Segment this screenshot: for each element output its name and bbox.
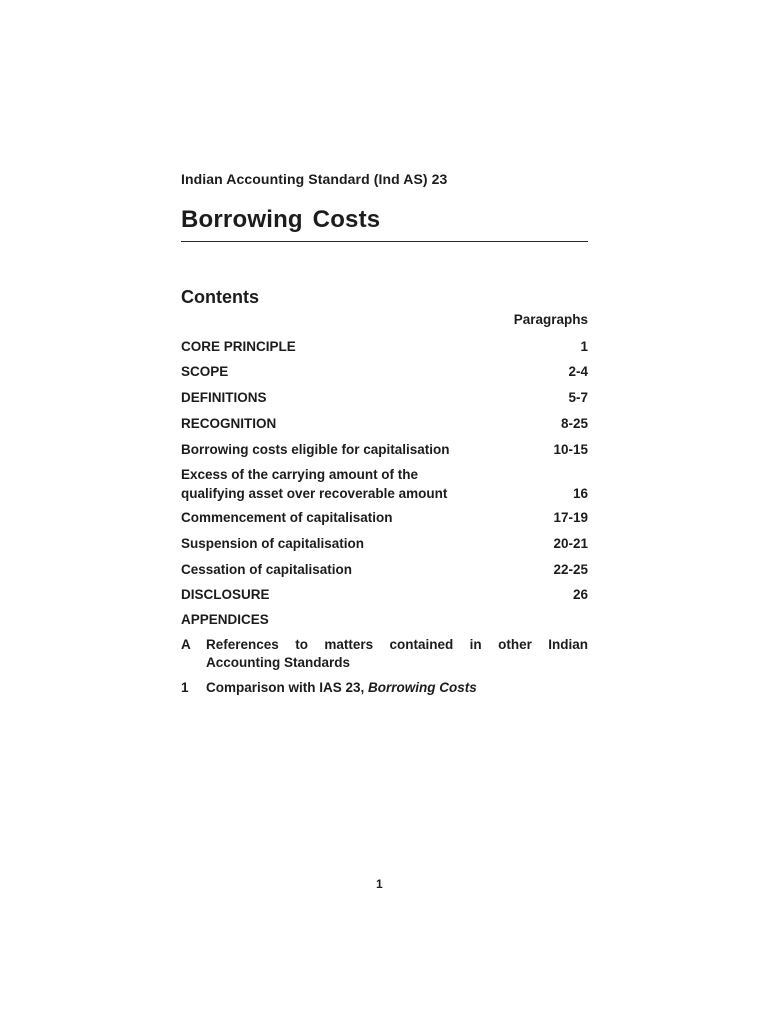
appendix-key: A	[181, 637, 191, 652]
toc-entry-label: Borrowing costs eligible for capitalisation	[181, 442, 450, 457]
toc-entry-paragraphs: 16	[572, 486, 588, 501]
toc-entry-label: RECOGNITION	[181, 416, 277, 431]
toc-entry-paragraphs: 8-25	[560, 416, 588, 431]
toc-entry-label: DISCLOSURE	[181, 587, 270, 602]
appendix-text: Comparison with IAS 23,	[206, 680, 365, 695]
toc-entry-label: DEFINITIONS	[181, 390, 267, 405]
toc-entry-paragraphs: 5-7	[568, 390, 588, 405]
title-rule	[181, 241, 588, 242]
appendices-heading-label: APPENDICES	[181, 612, 269, 627]
appendix-text: References to matters contained in other Indian Accounting Standards	[206, 637, 588, 670]
toc-entry-label: Cessation of capitalisation	[181, 562, 353, 577]
toc-entry-label: Excess of the carrying amount of the qualifying asset over recoverable amount	[181, 467, 448, 501]
toc-entry-paragraphs: 10-15	[553, 442, 588, 457]
standard-name: Indian Accounting Standard (Ind AS) 23	[181, 171, 448, 187]
document-page	[181, 0, 588, 1024]
page-number: 1	[376, 877, 383, 891]
paragraphs-column-header: Paragraphs	[513, 312, 588, 327]
toc-entry-label: SCOPE	[181, 364, 229, 379]
toc-entry-paragraphs: 22-25	[553, 562, 588, 577]
toc-entry-label: Commencement of capitalisation	[181, 510, 393, 525]
contents-heading: Contents	[181, 287, 259, 307]
toc-entry-label: Suspension of capitalisation	[181, 536, 365, 551]
toc-entry-paragraphs: 26	[572, 587, 588, 602]
appendix-key: 1	[181, 680, 189, 695]
page-title: Borrowing Costs	[181, 206, 381, 233]
toc-entry-paragraphs: 20-21	[553, 536, 588, 551]
appendix-text-wrapper	[206, 679, 588, 697]
toc-entry-label: CORE PRINCIPLE	[181, 339, 296, 354]
toc-entry-paragraphs: 1	[580, 339, 588, 354]
toc-entry-paragraphs: 2-4	[568, 364, 588, 379]
appendix-text-italic: Borrowing Costs	[368, 680, 477, 695]
toc-entry-paragraphs: 17-19	[553, 510, 588, 525]
